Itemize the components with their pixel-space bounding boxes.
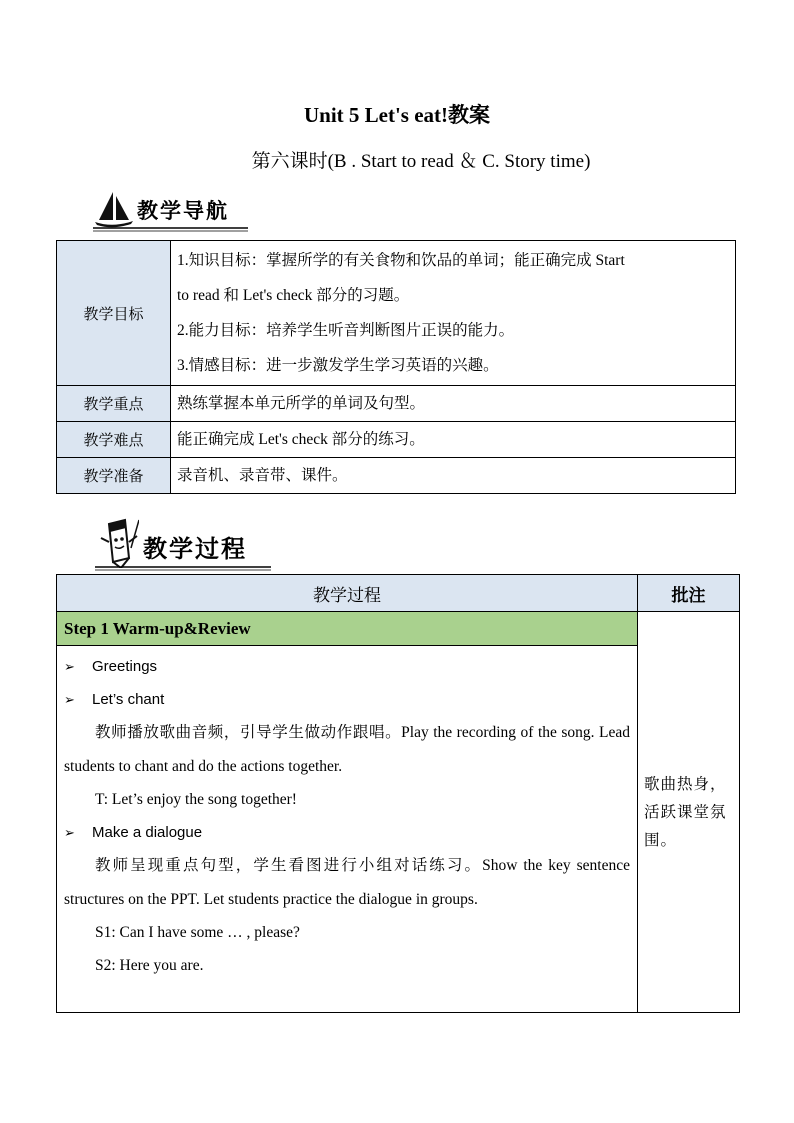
header-process: 教学过程	[57, 575, 638, 612]
objectives-table	[56, 240, 736, 494]
header-note: 批注	[638, 575, 740, 612]
table-header-row	[57, 575, 740, 612]
text-line: 1.知识目标：掌握所学的有关食物和饮品的单词；能正确完成 Start	[177, 252, 625, 269]
arrow-bullet-icon: ➢	[64, 825, 75, 840]
table-row	[57, 422, 736, 458]
text-line: 能正确完成 Let's check 部分的练习。	[177, 431, 425, 448]
process-body	[57, 646, 638, 1013]
note-cell: 歌曲热身，活跃课堂氛围。	[638, 612, 740, 1013]
text-line: S2: Here you are.	[95, 957, 204, 974]
arrow-bullet-icon: ➢	[64, 659, 75, 674]
document-title: Unit 5 Let's eat!教案	[303, 103, 491, 127]
row-value	[171, 386, 736, 422]
row-value	[171, 241, 736, 386]
row-label: 教学目标	[57, 241, 171, 386]
bullet-text: Let’s chant	[92, 691, 165, 708]
table-row	[57, 458, 736, 494]
paragraph: 教师呈现重点句型，学生看图进行小组对话练习。Show the key sentence structures on the PPT. Let students practice the dialogue in groups.	[64, 857, 630, 908]
step-title: Step 1 Warm-up&Review	[57, 612, 638, 646]
banner-underline	[93, 226, 248, 232]
process-table	[56, 574, 740, 1013]
bullet-text: Make a dialogue	[92, 824, 203, 841]
text-line: 2.能力目标：培养学生听音判断图片正误的能力。	[177, 322, 515, 339]
list-item	[64, 816, 630, 849]
row-value	[171, 458, 736, 494]
sailboat-icon	[93, 188, 135, 228]
text-line: 3.情感目标：进一步激发学生学习英语的兴趣。	[177, 357, 499, 374]
row-value	[171, 422, 736, 458]
pencil-figure-icon	[95, 518, 139, 568]
teaching-guide-banner	[93, 188, 229, 228]
text-line: T: Let’s enjoy the song together!	[95, 791, 297, 808]
row-label: 教学难点	[57, 422, 171, 458]
arrow-bullet-icon: ➢	[64, 692, 75, 707]
list-item	[64, 650, 630, 683]
text-line: 录音机、录音带、课件。	[177, 467, 348, 484]
table-row	[57, 612, 740, 646]
text-line: S1: Can I have some … , please?	[95, 924, 300, 941]
paragraph: 教师播放歌曲音频，引导学生做动作跟唱。Play the recording of the song. Lead students to chant and do the actions together.	[64, 724, 630, 775]
teaching-process-banner	[95, 518, 247, 568]
bullet-text: Greetings	[92, 658, 158, 675]
banner-title: 教学过程	[143, 535, 247, 563]
list-item	[64, 683, 630, 716]
row-label: 教学重点	[57, 386, 171, 422]
table-row	[57, 386, 736, 422]
table-row	[57, 241, 736, 386]
text-line: to read 和 Let's check 部分的习题。	[177, 287, 410, 304]
row-label: 教学准备	[57, 458, 171, 494]
lesson-subtitle: 第六课时(B . Start to read ＆ C. Story time)	[251, 151, 591, 172]
table-row	[57, 646, 740, 1013]
banner-underline	[95, 565, 271, 571]
text-line: 熟练掌握本单元所学的单词及句型。	[177, 395, 426, 412]
banner-title: 教学导航	[137, 199, 229, 223]
